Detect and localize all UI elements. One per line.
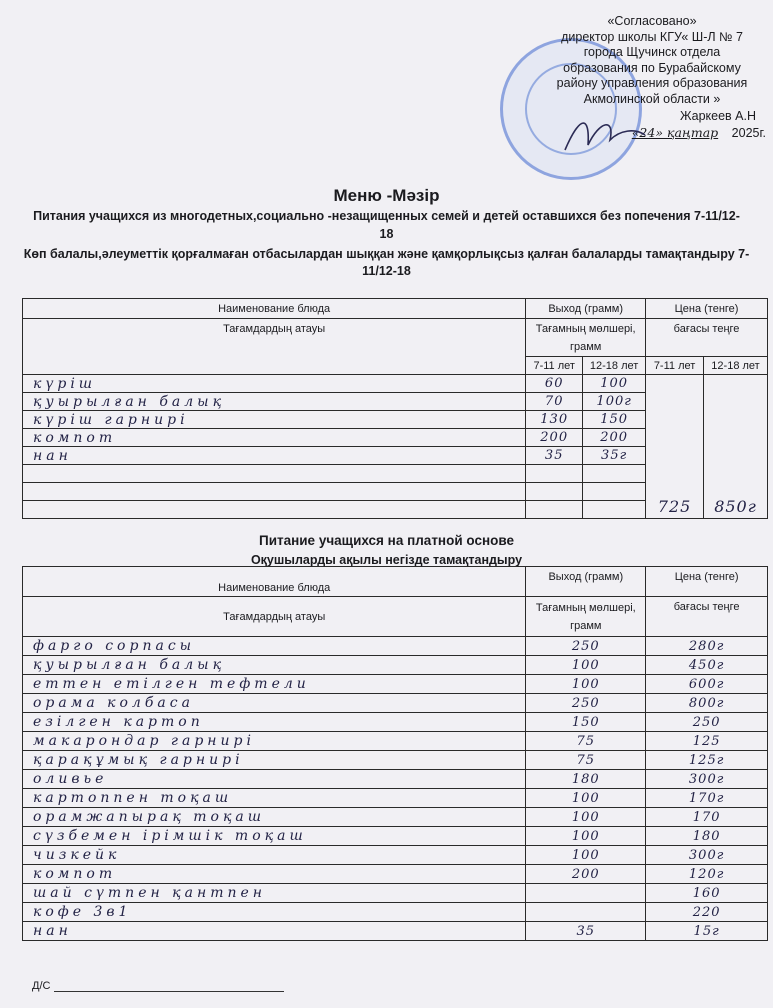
ds-label: Д/С	[32, 980, 51, 992]
paid-dish-name: орама колбаса	[23, 694, 526, 713]
col2-output-kz: Тағамның мөлшері, грамм	[526, 597, 646, 637]
table2-row	[23, 751, 768, 770]
table2-row	[23, 865, 768, 884]
paid-dish-price: 450г	[646, 656, 768, 675]
dish-name	[23, 483, 526, 501]
table2-row	[23, 732, 768, 751]
grams-12-18: 150	[583, 411, 646, 429]
paid-dish-name: еттен етілген тефтели	[23, 675, 526, 694]
approval-org-3: району управления образования	[556, 76, 748, 90]
menu-subtitle-ru: Питания учащихся из многодетных,социально -незащищенных семей и детей оставшихся без попечения 7-11/12-18	[33, 209, 740, 241]
col-price-kz: бағасы теңге	[646, 319, 768, 357]
paid-dish-grams: 35	[526, 922, 646, 941]
paid-dish-price: 300г	[646, 846, 768, 865]
grams-12-18	[583, 483, 646, 501]
paid-dish-name: фарго сорпасы	[23, 637, 526, 656]
paid-dish-grams: 250	[526, 694, 646, 713]
dish-name: қуырылған балық	[23, 393, 526, 411]
paid-meal-table	[22, 566, 768, 941]
table2-row	[23, 789, 768, 808]
paid-section-title-ru: Питание учащихся на платной основе	[258, 533, 514, 548]
grams-7-11: 60	[526, 375, 583, 393]
col-dish-ru: Наименование блюда	[23, 299, 526, 319]
dish-name: компот	[23, 429, 526, 447]
paid-dish-grams: 100	[526, 827, 646, 846]
dish-name	[23, 501, 526, 519]
paid-dish-grams: 75	[526, 751, 646, 770]
grams-12-18: 35г	[583, 447, 646, 465]
table2-row	[23, 656, 768, 675]
dish-name: күріш	[23, 375, 526, 393]
col2-price-kz: бағасы теңге	[646, 597, 768, 637]
table2-row	[23, 827, 768, 846]
free-meal-table	[22, 298, 768, 519]
paid-dish-price: 160	[646, 884, 768, 903]
table2-row	[23, 903, 768, 922]
table2-row	[23, 884, 768, 903]
paid-dish-price: 220	[646, 903, 768, 922]
table2-row	[23, 846, 768, 865]
grams-7-11: 130	[526, 411, 583, 429]
paid-dish-grams: 180	[526, 770, 646, 789]
paid-dish-name: кофе 3в1	[23, 903, 526, 922]
grams-12-18: 200	[583, 429, 646, 447]
col-price-ru: Цена (тенге)	[646, 299, 768, 319]
approval-title: «Согласовано»	[607, 14, 697, 28]
table2-row	[23, 770, 768, 789]
paid-dish-grams	[526, 884, 646, 903]
menu-title: Меню -Мәзір	[333, 186, 440, 205]
paid-dish-price: 180	[646, 827, 768, 846]
col-age-12-18: 12-18 лет	[583, 357, 646, 375]
paid-dish-price: 125	[646, 732, 768, 751]
paid-dish-name: картоппен тоқаш	[23, 789, 526, 808]
paid-dish-name: сүзбемен ірімшік тоқаш	[23, 827, 526, 846]
dish-name: нан	[23, 447, 526, 465]
paid-dish-grams: 250	[526, 637, 646, 656]
grams-7-11: 200	[526, 429, 583, 447]
dish-name	[23, 465, 526, 483]
paid-dish-name: қуырылған балық	[23, 656, 526, 675]
grams-7-11	[526, 501, 583, 519]
paid-dish-price: 170	[646, 808, 768, 827]
paid-dish-price: 125г	[646, 751, 768, 770]
paid-dish-name: чизкейк	[23, 846, 526, 865]
paid-dish-grams: 100	[526, 675, 646, 694]
col-price-age-12-18: 12-18 лет	[704, 357, 768, 375]
col-output-ru: Выход (грамм)	[526, 299, 646, 319]
paid-dish-name: қарақұмық гарнирі	[23, 751, 526, 770]
col2-price-ru: Цена (тенге)	[646, 567, 768, 597]
paid-dish-price: 300г	[646, 770, 768, 789]
approval-date-handwritten: «24» қаңтар	[631, 124, 719, 140]
signature	[560, 110, 650, 160]
approval-org-2: образования по Бурабайскому	[563, 60, 741, 75]
price-total-12-18: 850г	[704, 375, 768, 519]
approval-position: директор школы КГУ« Ш-Л № 7	[561, 29, 743, 44]
paid-dish-name: орамжапырақ тоқаш	[23, 808, 526, 827]
table2-row	[23, 808, 768, 827]
paid-dish-grams: 200	[526, 865, 646, 884]
paid-dish-name: нан	[23, 922, 526, 941]
paid-dish-name: оливье	[23, 770, 526, 789]
paid-dish-name: езілген картоп	[23, 713, 526, 732]
table2-row	[23, 713, 768, 732]
approval-org-1: города Щучинск отдела	[583, 45, 721, 59]
grams-12-18	[583, 501, 646, 519]
col-output-kz: Тағамның мөлшері, грамм	[526, 319, 646, 357]
table2-row	[23, 637, 768, 656]
col-price-age-7-11: 7-11 лет	[646, 357, 704, 375]
grams-7-11: 70	[526, 393, 583, 411]
paid-dish-price: 250	[646, 713, 768, 732]
approval-org-4: Акмолинской области »	[583, 91, 721, 106]
paid-dish-grams: 100	[526, 846, 646, 865]
table1-row	[23, 375, 768, 393]
paid-dish-grams: 75	[526, 732, 646, 751]
paid-dish-grams	[526, 903, 646, 922]
paid-dish-name: макарондар гарнирі	[23, 732, 526, 751]
paid-dish-price: 800г	[646, 694, 768, 713]
table2-row	[23, 922, 768, 941]
paid-dish-grams: 100	[526, 808, 646, 827]
col2-output-ru: Выход (грамм)	[526, 567, 646, 597]
col2-dish-kz: Тағамдардың атауы	[23, 597, 526, 637]
grams-12-18: 100г	[583, 393, 646, 411]
approval-year: 2025г.	[731, 125, 766, 140]
paid-dish-price: 170г	[646, 789, 768, 808]
paid-dish-price: 600г	[646, 675, 768, 694]
col2-dish-ru: Наименование блюда	[23, 567, 526, 597]
grams-12-18: 100	[583, 375, 646, 393]
approver-name: Жаркеев А.Н	[679, 109, 756, 123]
menu-subtitle-kz: Көп балалы,әлеуметтік қорғалмаған отбасылардан шыққан және қамқорлықсыз қалған балаларды тамақтандыру 7-11/12-18	[23, 247, 750, 278]
grams-7-11	[526, 483, 583, 501]
ds-underline	[54, 991, 284, 992]
paid-dish-grams: 100	[526, 789, 646, 808]
paid-dish-price: 120г	[646, 865, 768, 884]
paid-dish-grams: 100	[526, 656, 646, 675]
paid-dish-grams: 150	[526, 713, 646, 732]
grams-7-11	[526, 465, 583, 483]
paid-dish-name: компот	[23, 865, 526, 884]
dish-name: күріш гарнирі	[23, 411, 526, 429]
paid-dish-price: 280г	[646, 637, 768, 656]
paid-section-title-kz: Оқушыларды ақылы негізде тамақтандыру	[250, 553, 523, 567]
ds-signature-line	[32, 980, 284, 992]
paid-dish-name: шай сүтпен қантпен	[23, 884, 526, 903]
col-age-7-11: 7-11 лет	[526, 357, 583, 375]
grams-7-11: 35	[526, 447, 583, 465]
col-dish-kz: Тағамдардың атауы	[23, 319, 526, 375]
grams-12-18	[583, 465, 646, 483]
table2-row	[23, 675, 768, 694]
table2-row	[23, 694, 768, 713]
paid-dish-price: 15г	[646, 922, 768, 941]
price-total-7-11: 725	[646, 375, 704, 519]
